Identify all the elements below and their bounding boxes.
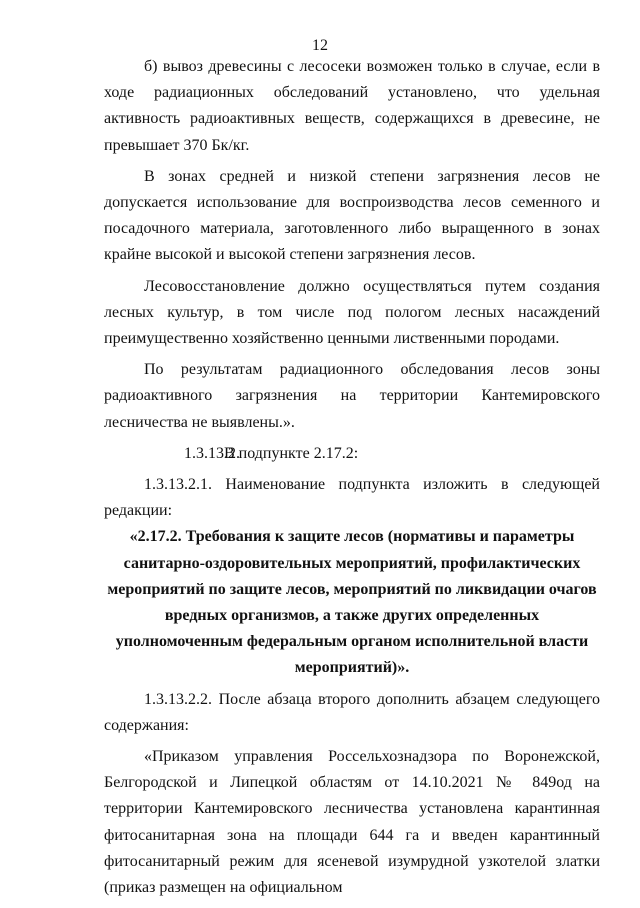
- paragraph-quarantine-order: «Приказом управления Россельхознадзора по Воронежской, Белгородской и Липецкой областям от 14.10.2021 № 849од на территории Кантемировского лесничества установлена карантинная фитосанитарная зона на площади 644 га и введен карантинный фитосанитарный режим для ясеневой изумрудной узкотелой златки (приказ размещен на официальном: [104, 748, 600, 897]
- item-number: 1.3.13.2.: [184, 444, 240, 462]
- item-1-3-13-2-2: 1.3.13.2.2. После абзаца второго дополнить абзацем следующего содержания:: [104, 690, 600, 734]
- item-1-3-13-2-1: 1.3.13.2.1. Наименование подпункта изложить в следующей редакции:: [104, 476, 600, 520]
- paragraph-contamination-zones: В зонах средней и низкой степени загрязнения лесов не допускается использование для воспроизводства лесов семенного и посадочного материала, заготовленного либо выращенного в зонах крайне высокой и высокой степени загрязнения лесов.: [104, 167, 600, 264]
- document-body: [104, 54, 600, 901]
- paragraph-reforestation: Лесовосстановление должно осуществляться путем создания лесных культур, в том числе под пологом лесных насаждений преимущественно хозяйственно ценными лиственными породами.: [104, 277, 600, 348]
- item-text: В подпункте 2.17.2:: [224, 444, 359, 462]
- paragraph-survey-results: По результатам радиационного обследования лесов зоны радиоактивного загрязнения на территории Кантемировского лесничества не выявлены.».: [104, 361, 600, 431]
- paragraph-wood-removal: б) вывоз древесины с лесосеки возможен только в случае, если в ходе радиационных обследований установлено, что удельная активность радиоактивных веществ, содержащихся в древесине, не превышает 370 Бк/кг.: [104, 58, 600, 154]
- page-number: 12: [312, 37, 328, 54]
- bold-heading-2-17-2: «2.17.2. Требования к защите лесов (нормативы и параметры санитарно-оздоровительных мероприятий, профилактических мероприятий по защите лесов, мероприятий по ликвидации очагов вредных организмов, а также других определенных уполномоченным федеральным органом исполнительной власти мероприятий)».: [107, 528, 597, 677]
- item-1-3-13-2: [104, 441, 600, 467]
